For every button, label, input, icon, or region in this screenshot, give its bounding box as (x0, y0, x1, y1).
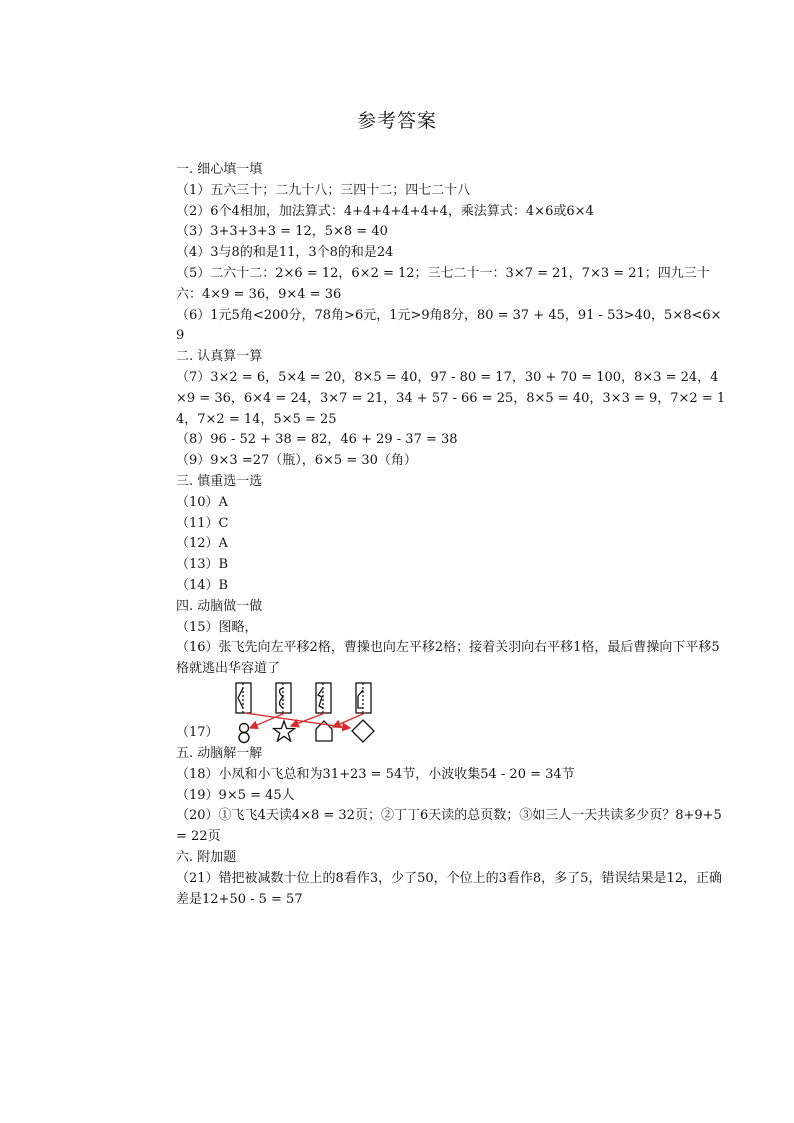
answer-line: （3）3+3+3+3 = 12，5×8 = 40 (176, 224, 388, 240)
half-card-diamond (356, 683, 371, 713)
answer-line: （10）A (176, 494, 228, 510)
answer-line: （9）9×3 =27（瓶），6×5 = 30（角） (176, 453, 417, 469)
half-card-8 (236, 683, 251, 713)
star-shape (274, 721, 295, 741)
matching-figure (176, 680, 726, 744)
answer-line: （11）C (176, 515, 229, 531)
match-arrow (250, 713, 285, 728)
half-card-star (276, 683, 291, 713)
answer-content (176, 160, 726, 910)
answer-line: （14）B (176, 577, 229, 593)
answer-line: （6）1元5角<200分，78角>6元，1元>9角8分，80 = 37 + 45，91 - 53>40，5×8<6×9 (176, 307, 722, 344)
diamond-shape (352, 720, 374, 742)
answer-line: （18）小凤和小飞总和为31+23 = 54节，小波收集54 - 20 = 34节 (176, 766, 575, 782)
match-arrow (333, 713, 365, 727)
answer-line: （1）五六三十；二九十八；三四十二；四七二十八 (176, 182, 471, 198)
figure-label: （17） (176, 725, 219, 741)
answer-line: （19）9×5 = 45人 (176, 787, 295, 803)
answer-line: （7）3×2 = 6，5×4 = 20，8×5 = 40，97 - 80 = 17，30 + 70 = 100，8×3 = 24，4×9 = 36，6×4 = 24，3×7 = 21，34 + 57 - 66 = 25，8×5 = 40，3×3 = 9，7×2 = 14，7×2 = 14，5×5 = 25 (176, 369, 726, 427)
answer-line: （4）3与8的和是11，3个8的和是24 (176, 245, 394, 261)
answer-line: （16）张飞先向左平移2格，曹操也向左平移2格；接着关羽向右平移1格，最后曹操向下平移5格就逃出华容道了 (176, 640, 720, 677)
section-heading: 三. 慎重选一选 (176, 473, 263, 489)
section-heading: 四. 动脑做一做 (176, 598, 263, 614)
answer-line: （21）错把被减数十位上的8看作3，少了50，个位上的3看作8，多了5，错误结果是12，正确差是12+50 - 5 = 57 (176, 870, 722, 907)
answer-line: （8）96 - 52 + 38 = 82，46 + 29 - 37 = 38 (176, 432, 458, 448)
half-card-house (316, 683, 331, 713)
section-heading: 二. 认真算一算 (176, 349, 263, 365)
section-heading: 一. 细心填一填 (176, 162, 263, 177)
answer-line: （5）二六十二：2×6 = 12，6×2 = 12；三七二十一：3×7 = 21，7×3 = 21；四九三十六：4×9 = 36，9×4 = 36 (176, 265, 710, 302)
answer-line: （20）①飞飞4天读4×8 = 32页；②丁丁6天读的总页数；③如三人一天共读多少页？8+9+5 = 22页 (176, 808, 726, 845)
answer-line: （2）6个4相加，加法算式：4+4+4+4+4+4，乘法算式：4×6或6×4 (176, 203, 594, 219)
answer-line: （13）B (176, 557, 229, 573)
answer-line: （12）A (176, 536, 228, 552)
shape-matching-diagram (232, 680, 452, 744)
section-heading: 五. 动脑解一解 (176, 745, 263, 761)
figure-eight (239, 723, 249, 742)
section-heading: 六. 附加题 (176, 849, 237, 865)
page-title: 参考答案 (356, 110, 437, 132)
answer-line: （15）图略， (176, 619, 258, 635)
